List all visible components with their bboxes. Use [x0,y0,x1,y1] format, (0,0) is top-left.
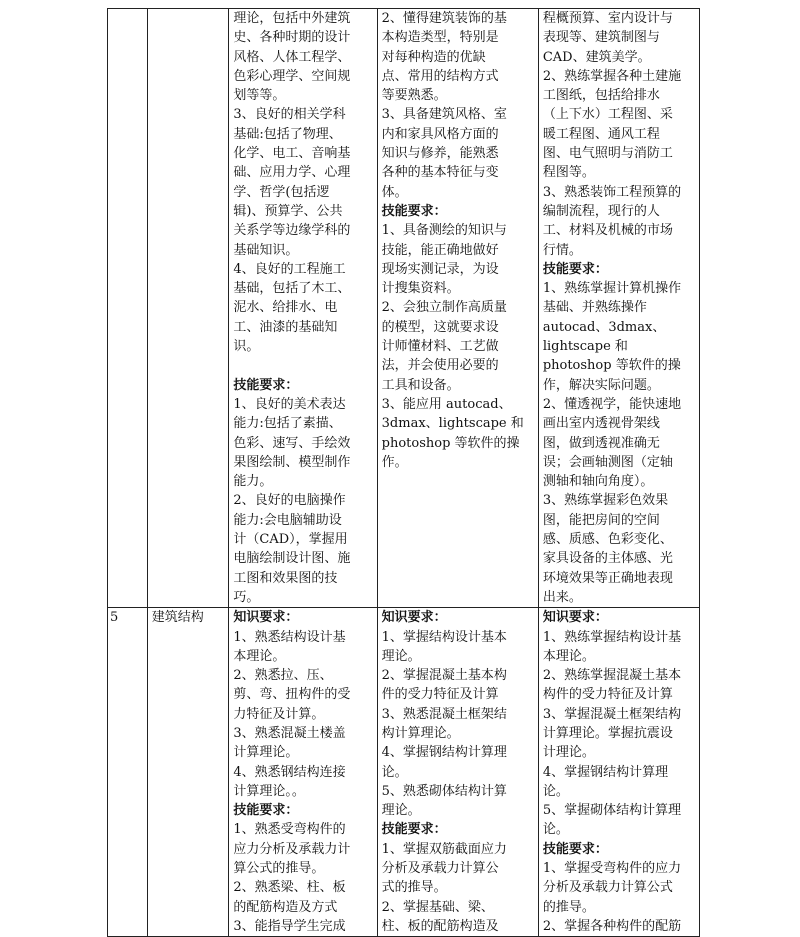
section-heading: 技能要求： [381,203,447,219]
text-line: 2、良好的电脑操作 [233,493,346,509]
text-line: 划等等。 [233,88,286,104]
text-line: 3、熟悉装饰工程预算的 [542,184,682,200]
text-line: autocad、3dmax、 [542,319,666,335]
course-name-cell: 建筑结构 [147,608,229,937]
text-line: 巧。 [233,589,260,605]
text-line: 家具设备的主体感、光 [542,551,673,567]
text-line: （上下水）工程图、采 [542,107,673,123]
text-line: 分析及承载力计算公 [381,861,499,877]
text-line: 学、哲学(包括逻 [233,184,330,200]
text-line: 2、熟练掌握各种土建施 [542,68,682,84]
text-line: 色彩、速写、手绘效 [233,435,351,451]
text-line: 3、良好的相关学科 [233,107,346,123]
text-line: 计算理论。掌握抗震设 [542,725,673,741]
text-line: 5、熟悉砌体结构计算 [381,783,507,799]
text-line: 泥水、给排水、电 [233,300,338,316]
text-line: 能力。 [233,474,273,490]
text-line: 1、熟练掌握计算机操作 [542,281,682,297]
text-line: 4、良好的工程施工 [233,261,346,277]
text-line: 4、掌握钢结构计算理 [542,764,669,780]
text-line: 工图纸，包括给排水 [542,88,660,104]
text-line: 程概预算、室内设计与 [542,11,673,26]
text-line: 式的推导。 [381,880,447,896]
text-line: CAD、建筑美学。 [542,49,651,65]
text-line: photoshop 等软件的操 [542,358,681,374]
text-line: 分析及承载力计算公式 [542,880,673,896]
text-line: 3、熟悉混凝土框架结 [381,706,507,722]
text-line: 3、具备建筑风格、室 [381,107,507,123]
text-line: 构计算理论。 [381,725,460,741]
text-line: lightscape 和 [542,339,628,355]
text-line: 现场实测记录，为设 [381,261,499,277]
text-line: 论。 [542,783,569,799]
text-line: 能力:会电脑辅助设 [233,512,342,528]
text-line: 理论。 [381,648,421,664]
text-line: 力特征及计算。 [233,706,325,722]
text-line: 应力分析及承载力计 [233,841,351,857]
text-line: 基础，包括了木工、 [233,281,351,297]
level-2-cell [377,9,538,608]
text-line: 4、熟悉钢结构连接 [233,764,346,780]
text-line: 1、掌握结构设计基本 [381,629,507,645]
text-line: 1、具备测绘的知识与 [381,223,507,239]
text-line: 3、能应用 autocad、 [381,396,512,412]
text-line: 等要熟悉。 [381,88,447,104]
text-line: 能力:包括了素描、 [233,416,342,432]
text-line: 理论。 [381,803,421,819]
course-name-cell [147,9,229,608]
text-line: 暖工程图、通风工程 [542,126,660,142]
text-line: 基础、并熟练操作 [542,300,647,316]
text-line: 算公式的推导。 [233,861,325,877]
text-line: 的配筋构造及方式 [233,899,338,915]
text-line: 化学、电工、音响基 [233,146,351,162]
text-line: 识。 [233,339,260,355]
text-line: 1、掌握双筋截面应力 [381,841,507,857]
text-line: 计理论。 [542,745,595,761]
text-line: 的模型，这就要求设 [381,319,499,335]
text-line: 计师懂材料、工艺做 [381,339,499,355]
text-line: 2、熟悉拉、压、 [233,668,333,684]
level-3-cell [538,608,699,937]
text-line: 构件的受力特征及计算 [542,687,673,703]
text-line: 内和家具风格方面的 [381,126,499,142]
row-number-cell: 5 [108,608,148,937]
text-line: 辑)、预算学、公共 [233,203,343,219]
text-line: 画出室内透视骨架线 [542,416,660,432]
text-line: 计（CAD），掌握用 [233,532,348,548]
text-line: 2、掌握各种构件的配筋 [542,918,682,934]
text-line: 2、熟悉梁、柱、板 [233,880,346,896]
text-line: 电脑绘制设计图、施 [233,551,351,567]
text-line: 2、熟练掌握混凝土基本 [542,668,682,684]
section-heading: 知识要求： [233,610,299,626]
text-line: 误；会画轴测图（定轴 [542,454,673,470]
blank-line [233,356,373,375]
text-line: 色彩心理学、空间规 [233,68,351,84]
text-line: 图、电气照明与消防工 [542,146,673,162]
text-line: 法，并会使用必要的 [381,358,499,374]
level-3-cell [538,9,699,608]
text-line: 测轴和轴向角度）。 [542,474,654,490]
level-1-cell [229,608,377,937]
section-heading: 技能要求： [233,377,299,393]
text-line: 图，做到透视准确无 [542,435,660,451]
section-heading: 技能要求： [381,822,447,838]
text-line: 3、熟练掌握彩色效果 [542,493,669,509]
text-line: 图，能把房间的空间 [542,512,660,528]
table-row [108,9,700,608]
text-line: 基础:包括了物理、 [233,126,342,142]
text-line: 基础知识。 [233,242,299,258]
text-line: 1、熟悉结构设计基 [233,629,346,645]
level-1-cell [229,9,377,608]
text-line: 柱、板的配筋构造及 [381,918,499,934]
text-line: 程图等。 [542,165,595,181]
text-line: 4、掌握钢结构计算理 [381,745,507,761]
text-line: 技能，能正确地做好 [381,242,499,258]
text-line: 2、懂透视学，能快速地 [542,396,682,412]
text-line: 表现等、建筑制图与 [542,30,660,46]
text-line: 点、常用的结构方式 [381,68,499,84]
text-line: 3dmax、lightscape 和 [381,416,524,432]
text-line: 2、会独立制作高质量 [381,300,507,316]
text-line: 工图和效果图的技 [233,570,338,586]
text-line: 2、掌握混凝土基本构 [381,668,507,684]
text-line: 史、各种时期的设计 [233,30,351,46]
text-line: 论。 [542,822,569,838]
text-line: 3、能指导学生完成 [233,918,346,934]
text-line: 知识与修养，能熟悉 [381,146,499,162]
text-line: 件的受力特征及计算 [381,687,499,703]
text-line: 1、掌握受弯构件的应力 [542,861,682,877]
text-line: 3、熟悉混凝土楼盖 [233,725,346,741]
text-line: 出来。 [542,589,582,605]
text-line: 环境效果等正确地表现 [542,570,673,586]
text-line: 对每种构造的优缺 [381,49,486,65]
text-line: 工具和设备。 [381,377,460,393]
text-line: 作，解决实际问题。 [542,377,660,393]
text-line: 5、掌握砌体结构计算理 [542,803,682,819]
text-line: 计算理论。 [233,745,299,761]
text-line: 感、质感、色彩变化、 [542,532,673,548]
text-line: 的推导。 [542,899,595,915]
section-heading: 知识要求： [542,610,608,626]
text-line: 行情。 [542,242,582,258]
row-number-cell [108,9,148,608]
text-line: photoshop 等软件的操 [381,435,520,451]
section-heading: 知识要求： [381,610,447,626]
text-line: 础、应用力学、心理 [233,165,351,181]
text-line: 体。 [381,184,408,200]
text-line: 理论，包括中外建筑 [233,11,351,26]
text-line: 论。 [381,764,408,780]
text-line: 1、良好的美术表达 [233,396,346,412]
text-line: 编制流程，现行的人 [542,203,660,219]
text-line: 工、材料及机械的市场 [542,223,673,239]
text-line: 本构造类型，特别是 [381,30,499,46]
text-line: 1、熟悉受弯构件的 [233,822,346,838]
text-line: 各种的基本特征与变 [381,165,499,181]
text-line: 2、掌握基础、梁、 [381,899,494,915]
text-line: 计算理论。。 [233,783,305,799]
text-line: 风格、人体工程学、 [233,49,351,65]
text-line: 1、熟练掌握结构设计基 [542,629,682,645]
level-2-cell [377,608,538,937]
section-heading: 技能要求： [542,261,608,277]
text-line: 2、懂得建筑装饰的基 [381,11,507,26]
text-line: 作。 [381,454,408,470]
text-line: 计搜集资料。 [381,281,460,297]
section-heading: 技能要求： [233,803,299,819]
section-heading: 技能要求： [542,841,608,857]
text-line: 剪、弯、扭构件的受 [233,687,351,703]
text-line: 工、油漆的基础知 [233,319,338,335]
text-line: 本理论。 [233,648,286,664]
curriculum-table [107,8,700,937]
text-line: 3、掌握混凝土框架结构 [542,706,682,722]
text-line: 关系学等边缘学科的 [233,223,351,239]
text-line: 本理论。 [542,648,595,664]
text-line: 果图绘制、模型制作 [233,454,351,470]
table-row [108,608,700,937]
